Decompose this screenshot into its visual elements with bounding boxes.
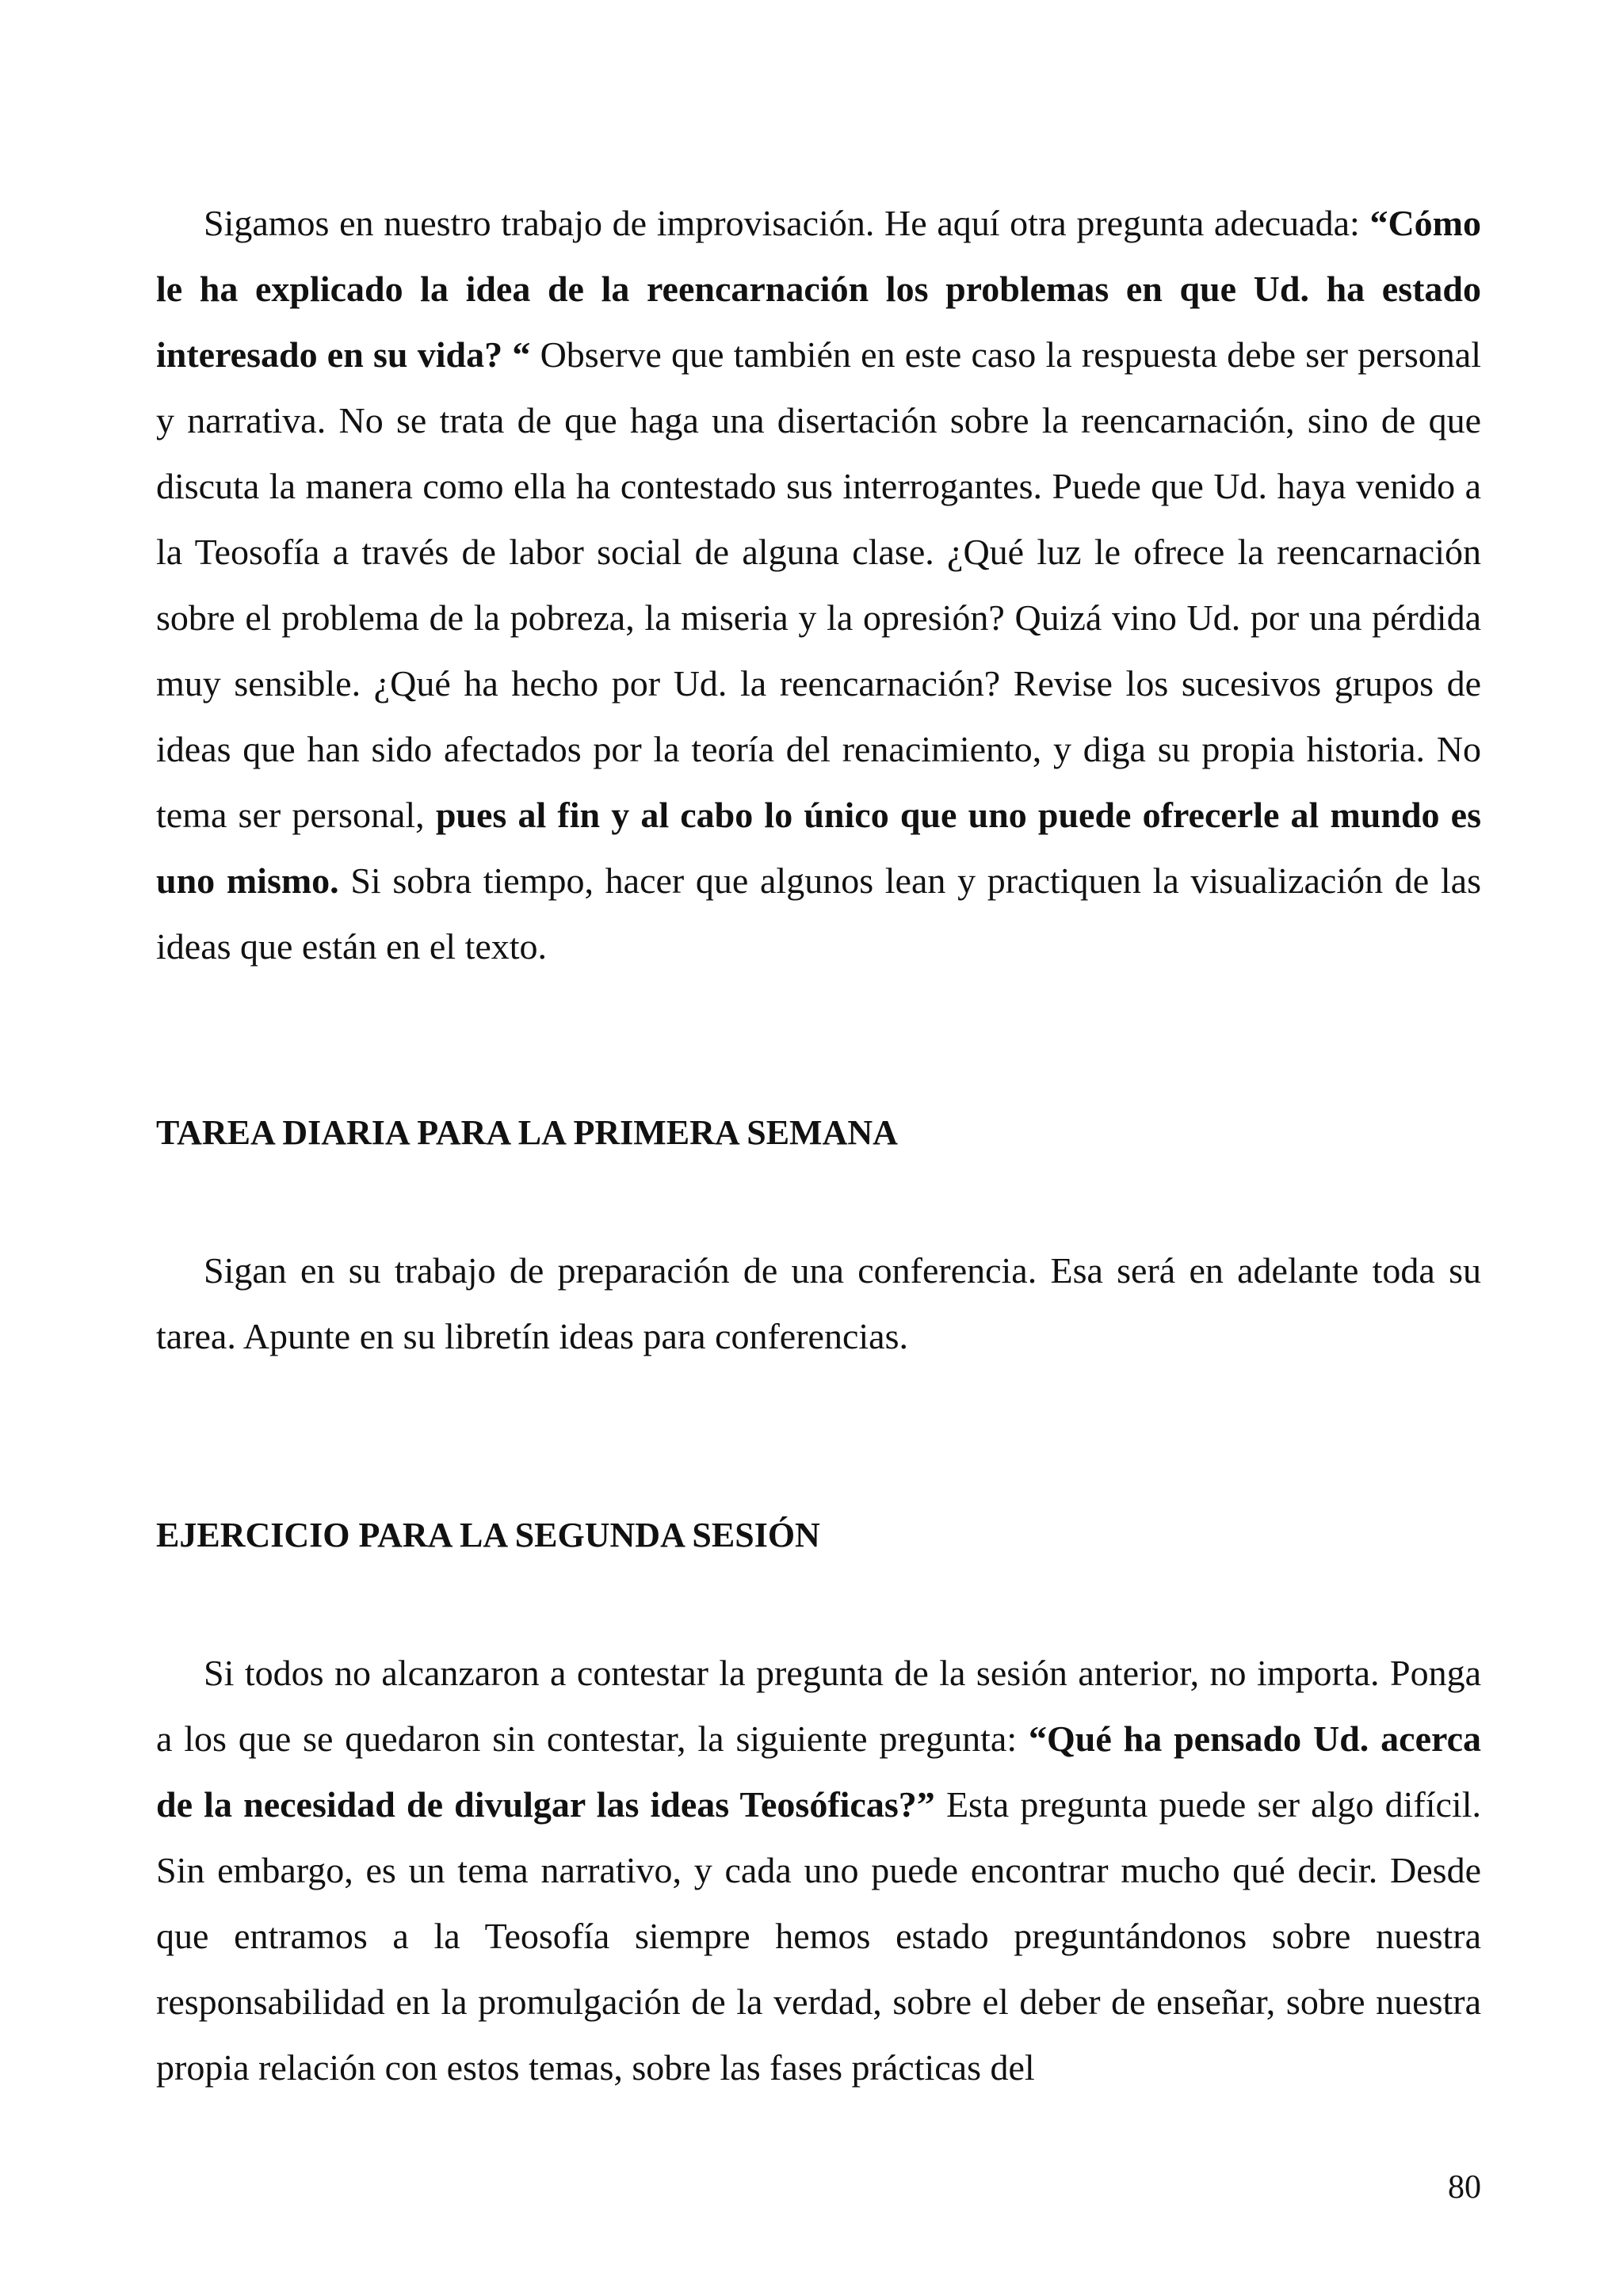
paragraph-text: Si todos no alcanzaron a contestar la pregunta de la sesión anterior, no importa. Ponga a los que se quedaron sin contestar, la siguiente pregunta:: [156, 1653, 1481, 1759]
document-page: [156, 0, 1481, 2296]
heading-second-session: EJERCICIO PARA LA SEGUNDA SESIÓN: [156, 1516, 820, 1554]
page-number: 80: [1448, 2169, 1481, 2206]
paragraph-text: Esta pregunta puede ser algo difícil. Sin embargo, es un tema narrativo, y cada uno puede encontrar mucho qué decir. Desde que entramos a la Teosofía siempre hemos estado preguntándonos sobre nuestra responsabilidad en la promulgación de la verdad, sobre el deber de enseñar, sobre nuestra propia relación con estos temas, sobre las fases prácticas del: [156, 1784, 1481, 2088]
paragraph-text: Sigamos en nuestro trabajo de improvisación. He aquí otra pregunta adecuada:: [204, 203, 1370, 243]
paragraph-daily-task: Sigan en su trabajo de preparación de una conferencia. Esa será en adelante toda su tarea. Apunte en su libretín ideas para conferencias.: [156, 1250, 1481, 1356]
paragraph-improvisation: [156, 190, 1481, 979]
paragraph-second-session: [156, 1640, 1481, 2100]
paragraph-text: Si sobra tiempo, hacer que algunos lean y practiquen la visualización de las ideas que están en el texto.: [156, 860, 1481, 967]
bold-question-theosophy: “Qué ha pensado Ud. acerca de la necesidad de divulgar las ideas Teosóficas?”: [156, 1718, 1482, 1825]
bold-phrase-oneself: pues al fin y al cabo lo único que uno puede ofrecerle al mundo es uno mismo.: [156, 795, 1481, 901]
bold-question-reincarnation: “Cómo le ha explicado la idea de la reencarnación los problemas en que Ud. ha estado interesado en su vida? “: [156, 203, 1481, 375]
paragraph-text: Observe que también en este caso la respuesta debe ser personal y narrativa. No se trata de que haga una disertación sobre la reencarnación, sino de que discuta la manera como ella ha contestado sus interrogantes. Puede que Ud. haya venido a la Teosofía a través de labor social de alguna clase. ¿Qué luz le ofrece la reencarnación sobre el problema de la pobreza, la miseria y la opresión? Quizá vino Ud. por una pérdida muy sensible. ¿Qué ha hecho por Ud. la reencarnación? Revise los sucesivos grupos de ideas que han sido afectados por la teoría del renacimiento, y diga su propia historia. No tema ser personal,: [156, 334, 1482, 835]
heading-daily-task: TAREA DIARIA PARA LA PRIMERA SEMANA: [156, 1113, 898, 1152]
